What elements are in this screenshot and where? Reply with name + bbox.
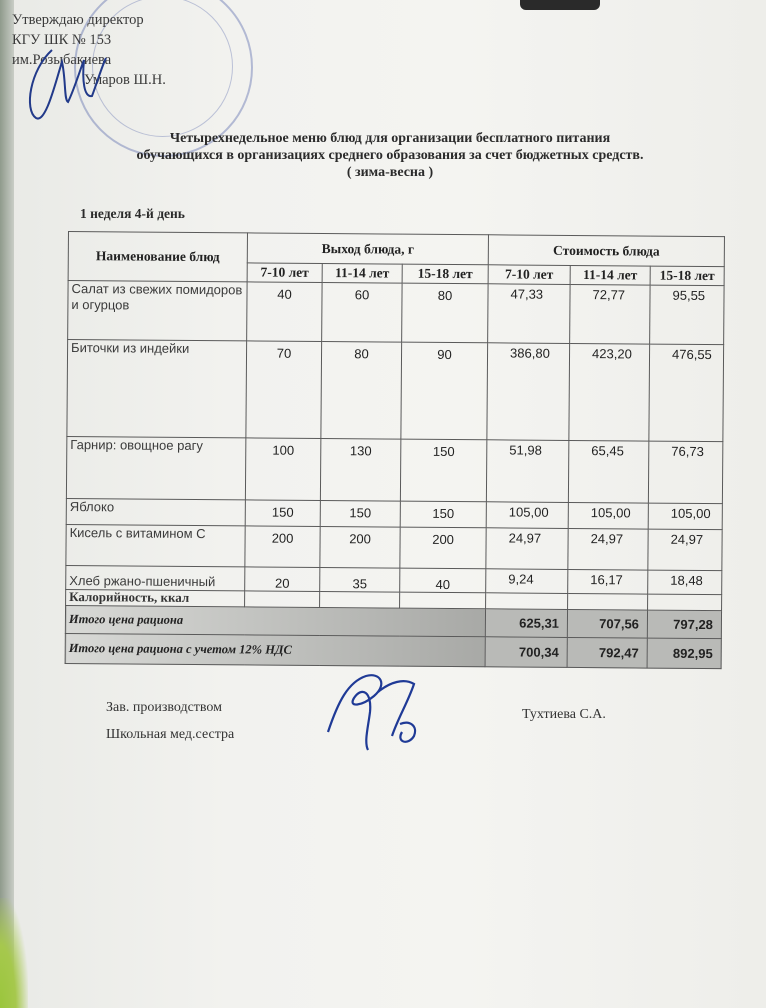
calories-label: Калорийность, ккал [66, 589, 245, 606]
approval-line-1: Утверждаю директор [12, 12, 144, 28]
day-label: 1 неделя 4-й день [80, 206, 185, 221]
output-cell: 90 [401, 342, 488, 440]
cost-cell: 72,77 [570, 284, 650, 344]
output-cell: 150 [400, 439, 486, 502]
title-line-2: обучающихся в организациях среднего образования за счет бюджетных средств. [136, 148, 644, 163]
cost-cell: 76,73 [648, 441, 722, 504]
dish-name: Яблоко [66, 498, 245, 525]
document-title [60, 130, 720, 181]
total-vat-value: 892,95 [647, 638, 721, 669]
cost-cell: 105,00 [648, 503, 722, 530]
title-line-3: ( зима-весна ) [346, 165, 434, 180]
empty-cell [568, 593, 648, 610]
output-cell: 150 [400, 501, 486, 528]
approval-line-3: им.Розыбакиева [12, 52, 112, 68]
empty-cell [486, 593, 568, 610]
total-vat-label: Итого цена рациона с учетом 12% НДС [65, 633, 485, 666]
cost-cell: 95,55 [650, 285, 724, 345]
output-cell: 40 [400, 568, 486, 593]
output-cell: 80 [321, 341, 402, 439]
output-cell: 60 [322, 282, 402, 342]
table-row [66, 524, 722, 570]
empty-cell [320, 591, 400, 608]
header-age: 11-14 лет [570, 265, 650, 285]
approval-line-4: Умаров Ш.Н. [84, 72, 166, 88]
cost-cell: 423,20 [569, 343, 650, 441]
table-row [67, 340, 724, 442]
menu-table [65, 231, 725, 669]
dish-name: Салат из свежих помидоров и огурцов [68, 281, 247, 341]
header-age: 7-10 лет [488, 265, 570, 285]
cost-cell: 9,24 [486, 569, 568, 594]
page-edge-shadow [0, 0, 14, 1008]
total-vat-value: 700,34 [485, 637, 567, 668]
output-cell: 200 [245, 526, 320, 568]
header-age: 7-10 лет [247, 263, 322, 283]
header-cost-group: Стоимость блюда [488, 235, 724, 267]
dish-name: Хлеб ржано-пшеничный [66, 565, 245, 590]
cost-cell: 24,97 [486, 528, 568, 570]
output-cell: 35 [320, 567, 400, 592]
total-label: Итого цена рациона [65, 605, 485, 636]
production-head-signature [318, 662, 448, 757]
cost-cell: 16,17 [568, 569, 648, 594]
empty-cell [648, 594, 722, 611]
dish-name: Кисель с витамином С [66, 524, 245, 566]
dish-name: Биточки из индейки [67, 340, 247, 438]
header-age: 15-18 лет [402, 264, 488, 284]
total-vat-value: 792,47 [567, 637, 647, 668]
empty-cell [400, 592, 486, 609]
cost-cell: 24,97 [648, 529, 722, 571]
total-value: 797,28 [647, 610, 721, 639]
output-cell: 20 [245, 567, 320, 592]
total-value: 707,56 [567, 609, 647, 638]
output-cell: 200 [400, 527, 486, 569]
output-cell: 130 [320, 438, 400, 501]
header-dish-name: Наименование блюд [68, 232, 247, 282]
cost-cell: 105,00 [486, 502, 568, 529]
cost-cell: 105,00 [568, 502, 648, 529]
header-output-group: Выход блюда, г [247, 233, 488, 265]
header-age: 15-18 лет [650, 266, 724, 286]
output-cell: 70 [246, 341, 322, 439]
output-cell: 100 [245, 438, 320, 501]
signer-name: Тухтиева С.А. [522, 707, 606, 722]
output-cell: 150 [320, 500, 400, 527]
cost-cell: 24,97 [568, 528, 648, 570]
cost-cell: 476,55 [649, 344, 724, 442]
table-row [68, 281, 724, 345]
header-age: 11-14 лет [322, 263, 402, 283]
output-cell: 200 [320, 526, 400, 568]
production-head-label: Зав. производством [106, 700, 223, 715]
table-row [66, 436, 722, 503]
title-line-1: Четырехнедельное меню блюд для организации бесплатного питания [169, 131, 611, 146]
director-signature [22, 40, 112, 125]
dish-name: Гарнир: овощное рагу [66, 436, 245, 499]
cost-cell: 65,45 [568, 440, 648, 503]
output-cell: 150 [245, 500, 320, 527]
school-nurse-label: Школьная мед.сестра [106, 727, 235, 742]
cost-cell: 51,98 [486, 440, 568, 503]
output-cell: 40 [247, 282, 322, 342]
background-leaf [0, 898, 28, 1008]
approval-line-2: КГУ ШК № 153 [12, 32, 112, 48]
cost-cell: 47,33 [488, 284, 570, 344]
cost-cell: 18,48 [648, 570, 722, 595]
output-cell: 80 [402, 283, 488, 343]
binder-clip [520, 0, 600, 10]
total-value: 625,31 [485, 609, 567, 638]
empty-cell [245, 591, 320, 608]
cost-cell: 386,80 [487, 343, 570, 441]
